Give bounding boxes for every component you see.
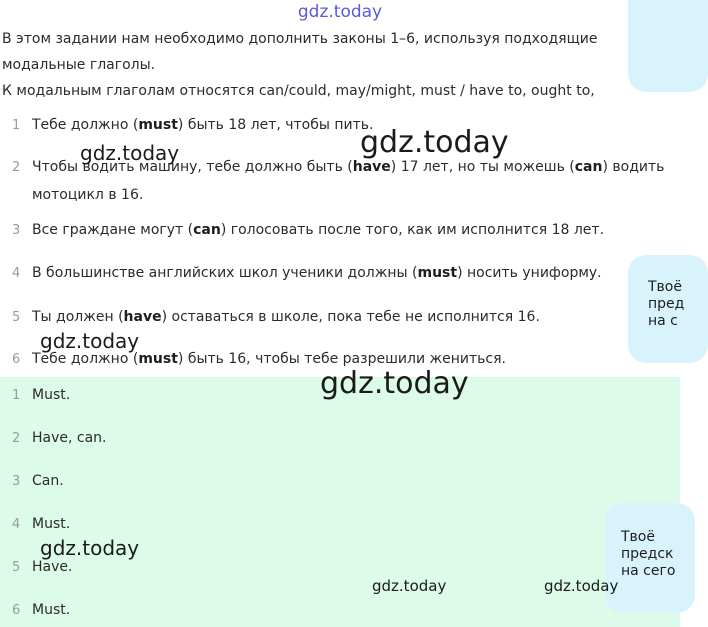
task-text-post: ) быть 16, чтобы тебе разрешили жениться. — [177, 351, 506, 367]
task-text-post: ) носить униформу. — [457, 265, 602, 281]
answer-item-6 — [12, 602, 70, 618]
task-item-1 — [12, 117, 373, 133]
watermark: gdz.today — [40, 329, 140, 353]
popup-line: предск — [621, 546, 674, 562]
modal-verb: have — [123, 309, 162, 325]
modal-verb: must — [138, 117, 178, 133]
answer-text: Have. — [32, 559, 73, 575]
popup-line: на сего — [621, 563, 676, 579]
task-text-pre: Чтобы водить машину, тебе должно быть ( — [32, 159, 353, 175]
answer-number: 3 — [12, 474, 21, 489]
answer-number: 4 — [12, 517, 21, 532]
answer-text: Must. — [32, 387, 71, 403]
task-number: 1 — [12, 118, 21, 133]
modal-verb: must — [417, 265, 458, 281]
task-number: 6 — [12, 352, 21, 367]
modal-verb: must — [138, 351, 178, 367]
answer-text: Have, can. — [32, 430, 107, 446]
task-text-pre: Тебе должно ( — [32, 117, 139, 133]
answer-item-1 — [12, 387, 70, 403]
task-item-2-continuation: мотоцикл в 16. — [32, 187, 144, 203]
promo-popup-bottom[interactable] — [605, 503, 695, 613]
task-number: 3 — [12, 223, 21, 238]
task-item-4 — [12, 265, 602, 281]
watermark: gdz.today — [372, 577, 447, 595]
popup-line: Твоё — [648, 279, 682, 295]
watermark-top: gdz.today — [297, 2, 383, 22]
task-number: 4 — [12, 266, 21, 281]
watermark: gdz.today — [320, 366, 469, 401]
answer-text: Must. — [32, 602, 71, 618]
task-text-pre: Тебе должно ( — [32, 351, 139, 367]
task-text-pre: В большинстве английских школ ученики должны ( — [32, 265, 418, 281]
answer-item-5 — [12, 559, 72, 575]
answer-text: Must. — [32, 516, 71, 532]
answer-number: 1 — [12, 388, 21, 403]
task-text-post: ) оставаться в школе, пока тебе не исполнится 16. — [161, 309, 540, 325]
task-text-post: ) голосовать после того, как им исполнится 18 лет. — [220, 222, 605, 238]
modal-verb: can — [193, 222, 221, 238]
watermark: gdz.today — [360, 125, 509, 160]
answer-number: 2 — [12, 431, 21, 446]
watermark: gdz.today — [80, 141, 180, 165]
task-item-6 — [12, 351, 506, 367]
task-item-3 — [12, 222, 604, 238]
watermark: gdz.today — [544, 577, 619, 595]
promo-popup-top[interactable] — [628, 0, 708, 92]
task-text-pre: Все граждане могут ( — [32, 222, 194, 238]
answer-item-4 — [12, 516, 70, 532]
task-text-mid: ) 17 лет, но ты можешь ( — [390, 159, 575, 175]
task-text-pre: Ты должен ( — [32, 309, 124, 325]
task-number: 2 — [12, 160, 21, 175]
answer-number: 5 — [12, 560, 21, 575]
popup-line: на с — [648, 313, 678, 329]
promo-popup-middle[interactable] — [628, 255, 708, 363]
task-text-post: ) быть 18 лет, чтобы пить. — [177, 117, 374, 133]
popup-line: Твоё — [621, 529, 655, 545]
modal-verb: have — [352, 159, 391, 175]
popup-line: пред — [648, 296, 685, 312]
task-item-5 — [12, 309, 540, 325]
intro-line-3: К модальным глаголам относятся can/could, may/might, must / have to, ought to, — [2, 83, 595, 99]
answer-item-2 — [12, 430, 107, 446]
modal-verb: can — [574, 159, 603, 175]
answer-number: 6 — [12, 603, 21, 618]
task-number: 5 — [12, 310, 21, 325]
task-text-post: ) водить — [602, 159, 665, 175]
answer-item-3 — [12, 473, 64, 489]
intro-line-1: В этом задании нам необходимо дополнить законы 1–6, используя подходящие — [2, 31, 598, 47]
intro-line-2: модальные глаголы. — [2, 57, 156, 73]
answer-text: Can. — [32, 473, 64, 489]
watermark: gdz.today — [40, 536, 140, 560]
